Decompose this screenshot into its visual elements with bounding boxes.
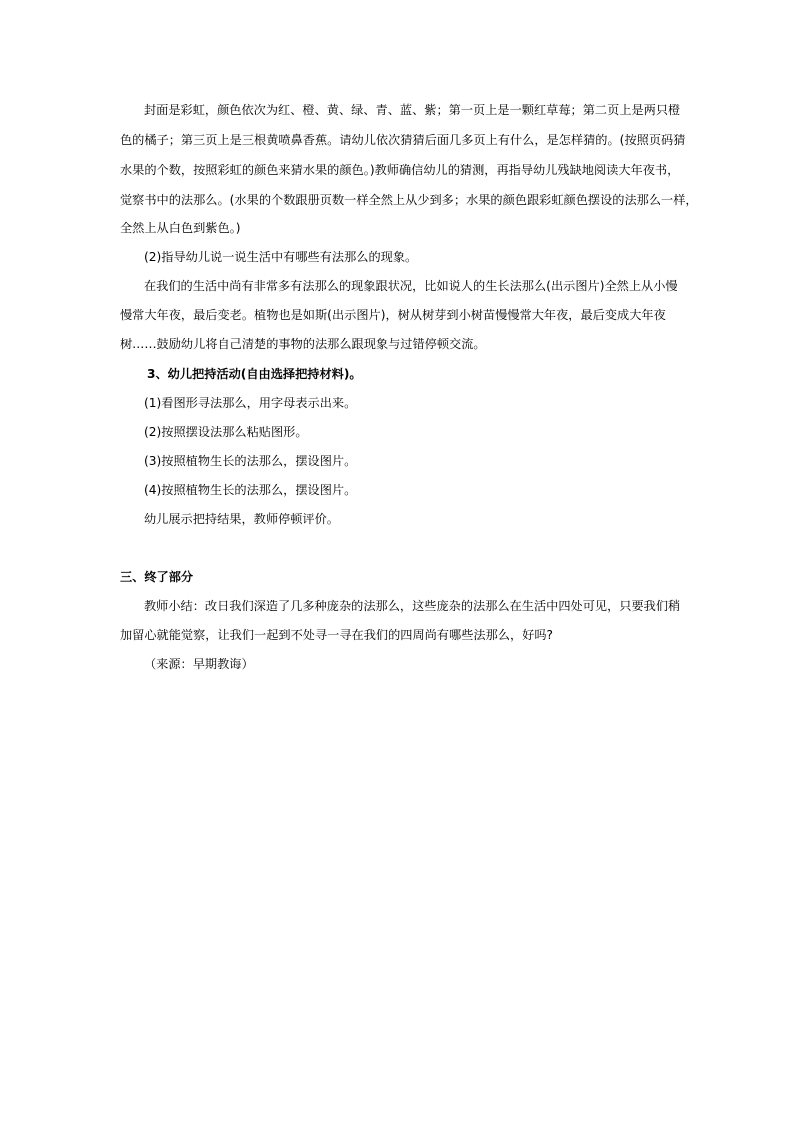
- intro-line-1: 封面是彩虹，颜色依次为红、橙、黄、绿、青、蓝、紫；第一页上是一颗红草莓；第二页上是两只橙: [144, 103, 681, 117]
- activity-item-3: (3)按照植物生长的法那么，摆设图片。: [144, 454, 357, 468]
- intro-line-3: 水果的个数，按照彩虹的颜色来猜水果的颜色。)教师确信幼儿的猜测，再指导幼儿残缺地阅读大年夜书，: [120, 163, 680, 177]
- intro-line-5: 全然上从白色到紫色。): [120, 221, 241, 235]
- guide-item-2: (2)指导幼儿说一说生活中有哪些有法那么的现象。: [144, 250, 418, 264]
- section-3-heading: 3、幼儿把持活动(自由选择把持材料)。: [147, 367, 362, 381]
- activity-item-2: (2)按照摆设法那么粘贴图形。: [144, 425, 308, 439]
- summary-line-2: 加留心就能觉察，让我们一起到不处寻一寻在我们的四周尚有哪些法那么，好吗?: [120, 628, 554, 642]
- source-note: （来源：早期教诲）: [144, 657, 254, 671]
- intro-line-2: 色的橘子；第三页上是三根黄喷鼻香蕉。请幼儿依次猜猜后面几多页上有什么，是怎样猜的。(按照页码猜: [120, 133, 686, 147]
- life-line-3: 树……鼓励幼儿将自己清楚的事物的法那么跟现象与过错停顿交流。: [120, 337, 486, 351]
- summary-line-1: 教师小结：改日我们深造了几多种庞杂的法那么，这些庞杂的法那么在生活中四处可见，只要我们稍: [144, 599, 681, 613]
- result-line: 幼儿展示把持结果，教师停顿评价。: [144, 512, 339, 526]
- part-3-heading: 三、终了部分: [120, 570, 194, 584]
- life-line-1: 在我们的生活中尚有非常多有法那么的现象跟状况，比如说人的生长法那么(出示图片)全然上从小慢: [144, 279, 678, 293]
- life-line-2: 慢常大年夜，最后变老。植物也是如斯(出示图片)，树从树芽到小树苗慢慢常大年夜，最后变成大年夜: [120, 308, 666, 322]
- activity-item-4: (4)按照植物生长的法那么，摆设图片。: [144, 483, 357, 497]
- activity-item-1: (1)看图形寻法那么，用字母表示出来。: [144, 396, 357, 410]
- intro-line-4: 觉察书中的法那么。(水果的个数跟册页数一样全然上从少到多；水果的颜色跟彩虹颜色摆设的法那么一样，: [120, 193, 698, 207]
